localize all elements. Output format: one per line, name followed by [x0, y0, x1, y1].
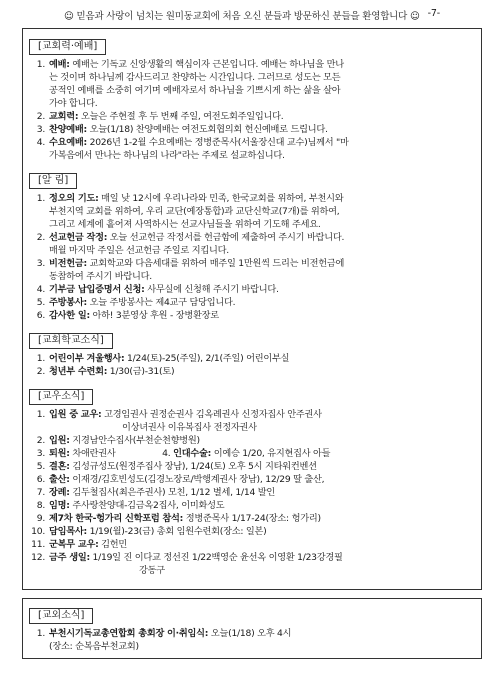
local-news-box — [22, 598, 482, 659]
item-label: 출산: — [49, 474, 70, 485]
item-number: 2. — [36, 366, 45, 377]
item-text: 이예승 1/20, 유지현집사 아들 — [213, 448, 331, 459]
list-item — [29, 309, 475, 322]
item-number: 1. — [36, 628, 45, 639]
item-text: 오늘(1/18) 오후 4시 — [210, 628, 292, 639]
item-text: 차애란권사 — [72, 448, 116, 459]
list-item — [29, 499, 475, 512]
item-text: 1/19(월)-23(금) 총회 임원수련회(장소: 일본) — [89, 526, 267, 537]
item-text: 오늘 선교헌금 작정서를 헌금함에 제출하여 주시기 바랍니다. — [109, 232, 345, 243]
item-label: 어린이부 겨울행사: — [49, 353, 125, 364]
item-number: 8. — [36, 500, 45, 511]
item-text-line: 강동구 — [139, 565, 165, 576]
item-label: 수요예배: — [49, 137, 87, 148]
list-item — [29, 538, 475, 551]
item-label: 비전헌금: — [49, 258, 87, 269]
item-text-line: 이상녀권사 이유복집사 전정자권사 — [122, 422, 257, 433]
worship-section — [29, 34, 475, 162]
item-text: 이재경/김호빈성도(김경노장로/박행계권사 장남), 12/29 딸 출산, — [72, 474, 325, 485]
item-text-line: 가복음에서 만나는 하나님의 나라"라는 주제로 설교하십니다. — [49, 150, 285, 161]
page-header — [22, 8, 482, 22]
school-items — [29, 352, 475, 378]
section-title: [교회력·예배] — [29, 39, 106, 55]
item-label: 부천시기독교총연합회 총회장 이·취임식: — [49, 628, 209, 639]
item-label: 장례: — [49, 487, 70, 498]
item-number: 9. — [36, 513, 45, 524]
list-item — [29, 525, 475, 538]
list-item — [29, 110, 475, 123]
item-text-line: (장소: 순복음부천교회) — [49, 641, 139, 652]
item-text-line: 매월 마지막 주일은 선교헌금 주일로 지킵니다. — [49, 245, 229, 256]
item-text: 1/19일 진 이다교 정선진 1/22백영순 윤선옥 이영환 1/23강경필 — [92, 552, 343, 563]
item-number: 10. — [31, 526, 45, 537]
list-item — [29, 123, 475, 136]
item-body — [49, 110, 475, 123]
item-label: 금주 생일: — [49, 552, 90, 563]
item-text: 아하! 3분영상 후원 - 장병환장로 — [92, 310, 219, 321]
item-text: 교회학교와 다음세대를 위하여 매주일 1만원씩 드리는 비전헌금에 — [89, 258, 345, 269]
item-number: 1. — [36, 409, 45, 420]
item-text: 김두철집사(최은주권사) 모친, 1/12 별세, 1/14 발인 — [72, 487, 275, 498]
list-item — [29, 257, 475, 270]
list-item — [29, 512, 475, 525]
item-label: 교회력: — [49, 111, 79, 122]
item-text: 오늘 주방봉사는 제4교구 담당입니다. — [89, 297, 236, 308]
item-label: 정오의 기도: — [49, 193, 99, 204]
item-text: 김성규성도(원정주집사 장남), 1/24(토) 오후 5시 지타워컨벤션 — [72, 461, 317, 472]
item-number: 7. — [36, 487, 45, 498]
item-text-line: 그리고 세계에 흩어져 사역하시는 선교사님들을 위하여 기도해 주세요. — [49, 219, 321, 230]
item-body — [49, 352, 475, 365]
item-label: 담임목사: — [49, 526, 87, 537]
item-label: 찬양예배: — [49, 124, 87, 135]
item-text: 예배는 기독교 신앙생활의 핵심이자 근본입니다. 예배는 하나님을 만나 — [72, 59, 344, 70]
item-number: 2. — [36, 435, 45, 446]
item-number: 1. — [36, 59, 45, 70]
page-number: -7- — [427, 8, 440, 19]
item-label: 입원: — [49, 435, 70, 446]
item-body — [49, 136, 475, 149]
item-label: 임명: — [49, 500, 70, 511]
list-item — [29, 486, 475, 499]
item-label: 제7차 한국-헝가리 신학포럼 참석: — [49, 513, 184, 524]
notices-section — [29, 168, 475, 322]
item-text-line: 부천지역 교회를 위하여, 우리 교단(예장통합)과 교단신학교(7개)를 위하여, — [49, 206, 340, 217]
item-text-line: 공적인 예배를 소중히 여기며 예배자로서 하나님을 기쁘시게 하는 삶을 살아 — [49, 85, 341, 96]
item-number: 6. — [36, 310, 45, 321]
item-label: 감사한 일: — [49, 310, 90, 321]
worship-items — [29, 58, 475, 162]
item-text: 주사랑찬양대-김금옥2집사, 이미화성도 — [72, 500, 225, 511]
item-text: 2026년 1-2월 수요예배는 정병준목사(서울장신대 교수)님께서 "마 — [89, 137, 349, 148]
item-text-line: 가야 합니다. — [49, 98, 98, 109]
item-body — [49, 296, 475, 309]
item-text: 매일 낮 12시에 우리나라와 민족, 한국교회를 위하여, 부천시와 — [101, 193, 344, 204]
list-item — [29, 283, 475, 296]
item-label: 주방봉사: — [49, 297, 87, 308]
item-number: 4. — [162, 448, 171, 459]
notices-items — [29, 192, 475, 322]
item-number: 2. — [36, 232, 45, 243]
item-label: 청년부 수련회: — [49, 366, 108, 377]
list-item — [29, 352, 475, 365]
list-item — [29, 551, 475, 564]
content-frame — [22, 28, 482, 590]
item-text: 정병준목사 1/17-24(장소: 헝가리) — [185, 513, 321, 524]
item-body — [49, 58, 475, 71]
school-section — [29, 328, 475, 378]
item-number: 3. — [36, 448, 45, 459]
item-body — [49, 365, 475, 378]
item-label: 퇴원: — [49, 448, 70, 459]
list-item — [29, 58, 475, 71]
item-text-line: 동참하여 주시기 바랍니다. — [49, 271, 152, 282]
list-item — [29, 296, 475, 309]
section-title: [교외소식] — [29, 608, 93, 624]
item-label: 인대수술: — [173, 448, 212, 459]
item-body — [49, 257, 475, 270]
item-text: 오늘(1/18) 찬양예배는 여전도회협의회 헌신예배로 드립니다. — [89, 124, 328, 135]
list-item — [29, 136, 475, 149]
item-text: 1/24(토)-25(주일), 2/1(주일) 어린이부실 — [127, 353, 290, 364]
item-body — [49, 123, 475, 136]
list-item — [29, 192, 475, 205]
list-item — [29, 434, 475, 447]
welcome-banner: ☺ 믿음과 사랑이 넘치는 원미동교회에 처음 오신 분들과 방문하신 분들을 환영합니다 ☺ — [64, 11, 420, 22]
item-label: 군복무 교우: — [49, 539, 99, 550]
item-number: 4. — [36, 284, 45, 295]
section-title: [교우소식] — [29, 389, 93, 405]
item-label: 예배: — [49, 59, 70, 70]
item-number: 6. — [36, 474, 45, 485]
item-label: 입원 중 교우: — [49, 409, 102, 420]
list-item — [29, 365, 475, 378]
item-text: 오늘은 주현절 후 두 번째 주일, 여전도회주일입니다. — [80, 111, 284, 122]
item-label: 결혼: — [49, 461, 70, 472]
list-item — [29, 627, 475, 640]
item-text: 고경임권사 권정순권사 김옥례권사 신정자집사 안주권사 — [104, 409, 322, 420]
list-item — [29, 460, 475, 473]
item-label: 선교헌금 작정: — [49, 232, 108, 243]
item-label: 기부금 납입증명서 신청: — [49, 284, 145, 295]
item-number: 1. — [36, 193, 45, 204]
item-text: 사무실에 신청해 주시기 바랍니다. — [147, 284, 279, 295]
item-body — [49, 283, 475, 296]
list-item — [29, 408, 475, 421]
item-body — [49, 231, 475, 244]
item-number: 11. — [31, 539, 45, 550]
item-text-line: 는 것이며 하나님께 감사드리고 찬양하는 시간입니다. 그러므로 성도는 모든 — [49, 72, 341, 83]
item-text: 지경남안수집사(부천순천향병원) — [72, 435, 200, 446]
item-number: 5. — [36, 461, 45, 472]
members-section — [29, 384, 475, 577]
item-number: 4. — [36, 137, 45, 148]
section-title: [교회학교소식] — [29, 333, 113, 349]
item-number: 5. — [36, 297, 45, 308]
item-number: 3. — [36, 258, 45, 269]
item-number: 3. — [36, 124, 45, 135]
list-item — [29, 473, 475, 486]
item-number: 12. — [31, 552, 45, 563]
item-body — [49, 192, 475, 205]
item-text: 김헌민 — [101, 539, 128, 550]
item-number: 2. — [36, 111, 45, 122]
list-item — [29, 447, 475, 460]
section-title: [알 림] — [29, 173, 77, 189]
item-number: 1. — [36, 353, 45, 364]
item-text: 1/30(금)-31(토) — [109, 366, 175, 377]
item-body — [49, 309, 475, 322]
list-item — [29, 231, 475, 244]
